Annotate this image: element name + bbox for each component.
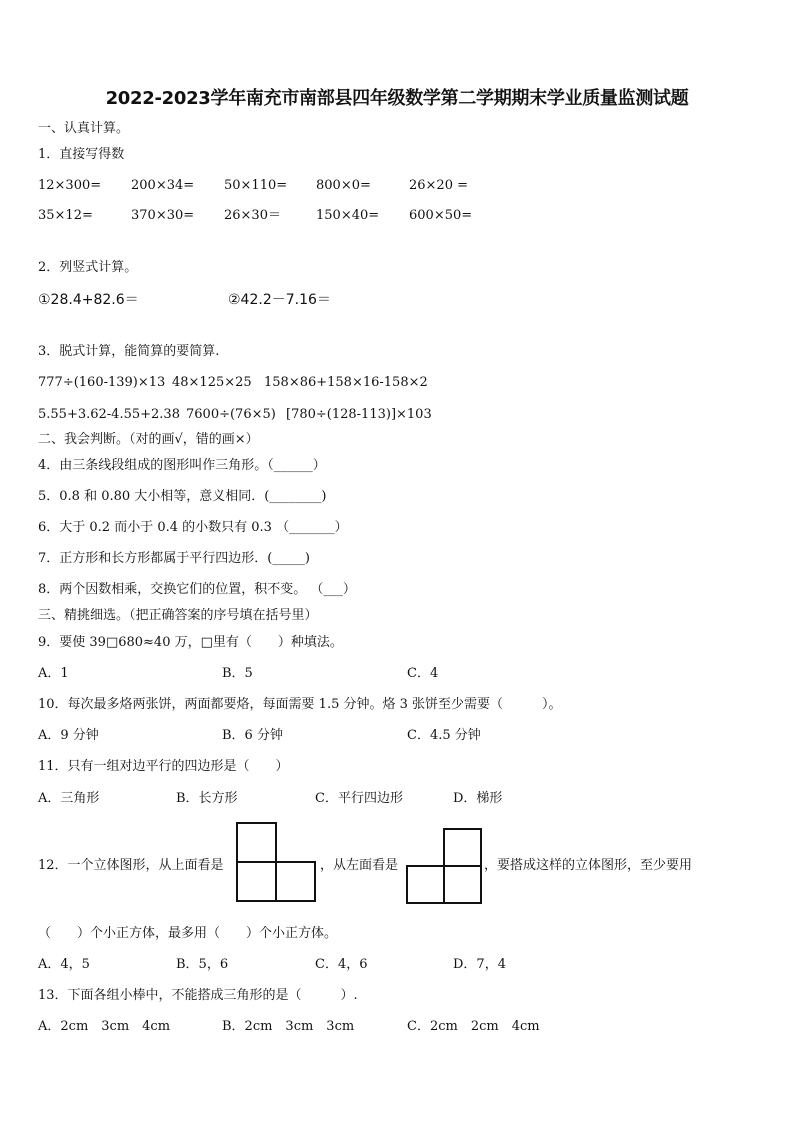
calc-item: 12×300= (38, 178, 102, 193)
option: B．2cm 3cm 3cm (222, 1019, 355, 1034)
question-13-stem: 13．下面各组小棒中，不能搭成三角形的是（ ）. (38, 988, 358, 1003)
cube-square (236, 861, 277, 902)
question-10-stem: 10．每次最多烙两张饼，两面都要烙，每面需要 1.5 分钟。烙 3 张饼至少需要（ ）。 (38, 697, 562, 712)
question-9-stem: 9．要使 39□680≈40 万，□里有（ ）种填法。 (38, 635, 343, 650)
option: B．5 (222, 666, 253, 681)
question-11-stem: 11．只有一组对边平行的四边形是（ ） (38, 759, 289, 774)
question-2-label: 2．列竖式计算。 (38, 260, 138, 275)
cube-square (406, 865, 445, 904)
question-7: 7．正方形和长方形都属于平行四边形．(_____) (38, 551, 310, 566)
option: A．4，5 (38, 957, 90, 972)
calc-item: 600×50= (409, 208, 473, 223)
question-4: 4．由三条线段组成的图形叫作三角形。（______） (38, 458, 326, 473)
section-heading-1: 一、认真计算。 (38, 121, 130, 136)
option: D．7，4 (453, 957, 506, 972)
expression-item: [780÷(128-113)]×103 (286, 407, 432, 422)
calc-item: 370×30= (131, 208, 195, 223)
vertical-calc-item: ①28.4+82.6＝ (38, 292, 139, 308)
option: A．2cm 3cm 4cm (38, 1019, 171, 1034)
option: B．长方形 (176, 791, 238, 806)
cube-square (443, 865, 482, 904)
expression-item: 7600÷(76×5) (186, 407, 276, 422)
calc-item: 26×20 = (409, 178, 469, 193)
question-1-label: 1．直接写得数 (38, 147, 125, 162)
section-heading-3: 三、精挑细选。（把正确答案的序号填在括号里） (38, 608, 318, 623)
expression-item: 48×125×25 (172, 375, 252, 390)
page-title: 2022-2023学年南充市南部县四年级数学第二学期期末学业质量监测试题 (105, 88, 689, 109)
option: C．4.5 分钟 (407, 728, 481, 743)
option: A．三角形 (38, 791, 100, 806)
option: A．9 分钟 (38, 728, 99, 743)
expression-item: 158×86+158×16-158×2 (264, 375, 428, 390)
option: B．6 分钟 (222, 728, 283, 743)
expression-item: 5.55+3.62-4.55+2.38 (38, 407, 180, 422)
question-12-stem-a: 12．一个立体图形，从上面看是 (38, 858, 224, 873)
cube-square (236, 822, 277, 863)
option: C．平行四边形 (315, 791, 403, 806)
question-3-label: 3．脱式计算，能简算的要简算. (38, 344, 220, 359)
option: A．1 (38, 666, 69, 681)
question-6: 6．大于 0.2 而小于 0.4 的小数只有 0.3 （_______） (38, 520, 348, 535)
calc-item: 800×0= (316, 178, 371, 193)
calc-item: 200×34= (131, 178, 195, 193)
question-8: 8．两个因数相乘，交换它们的位置，积不变。 （___） (38, 582, 356, 597)
top-view-figure (236, 822, 318, 902)
question-12-stem-d: （ ）个小正方体，最多用（ ）个小正方体。 (38, 926, 338, 941)
question-12-stem-c: ，要搭成这样的立体图形，至少要用 (484, 858, 693, 873)
section-heading-2: 二、我会判断。（对的画√，错的画×） (38, 432, 259, 447)
calc-item: 35×12= (38, 208, 93, 223)
option: C．2cm 2cm 4cm (407, 1019, 540, 1034)
question-5: 5．0.8 和 0.80 大小相等，意义相同．(________) (38, 489, 327, 504)
left-view-figure (406, 828, 482, 904)
cube-square (275, 861, 316, 902)
vertical-calc-item: ②42.2－7.16＝ (228, 292, 331, 308)
expression-item: 777÷(160-139)×13 (38, 375, 166, 390)
question-12-stem-b: ，从左面看是 (320, 858, 399, 873)
option: C．4 (407, 666, 439, 681)
calc-item: 50×110= (224, 178, 288, 193)
option: B．5，6 (176, 957, 229, 972)
cube-square (443, 828, 482, 867)
calc-item: 26×30＝ (224, 208, 281, 223)
option: D．梯形 (453, 791, 503, 806)
option: C．4，6 (315, 957, 368, 972)
calc-item: 150×40= (316, 208, 380, 223)
